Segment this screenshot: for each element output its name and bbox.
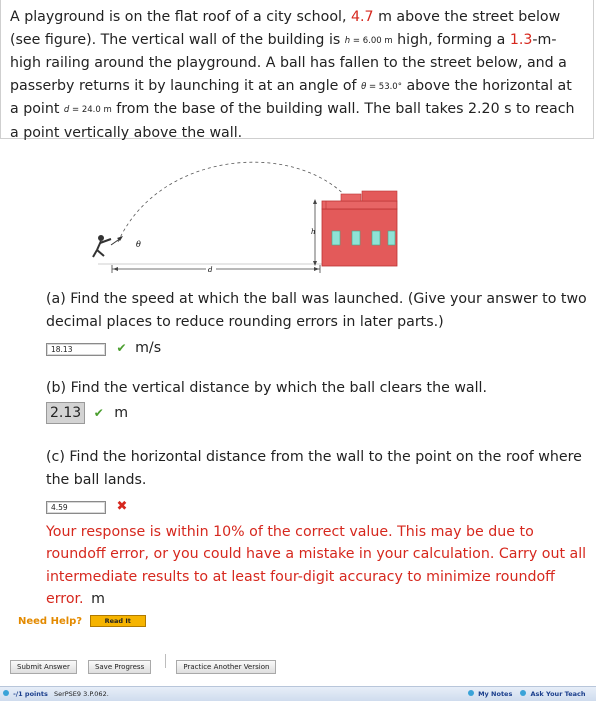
my-notes-link[interactable]: My Notes <box>478 690 513 698</box>
need-help-label: Need Help? <box>18 616 83 627</box>
problem-text-5: above the horizontal at a point <box>10 77 572 117</box>
window <box>388 231 395 245</box>
points-label: -/1 points <box>13 690 48 698</box>
h-symbol: h = 6.00 m <box>344 35 393 46</box>
window <box>332 231 340 245</box>
passerby-figure <box>93 235 111 257</box>
need-help <box>18 615 146 627</box>
part-a <box>46 288 594 360</box>
ask-icon <box>520 690 526 696</box>
part-b <box>46 377 594 424</box>
projectile-figure <box>0 139 596 284</box>
part-c-answer-row <box>46 495 594 519</box>
footer-links <box>468 687 586 701</box>
railing-height-value: 1.3 <box>509 31 533 48</box>
part-c-unit: m <box>91 591 105 607</box>
practice-another-version-button[interactable]: Practice Another Version <box>176 660 276 674</box>
part-b-prompt: (b) Find the vertical distance by which the ball clears the wall. <box>46 380 488 396</box>
check-icon: ✔ <box>93 405 104 420</box>
theta-symbol: θ = 53.0° <box>361 81 402 92</box>
part-a-answer-input[interactable]: 18.13 <box>46 343 106 356</box>
read-it-button[interactable]: Read It <box>90 615 146 627</box>
school-building <box>322 191 397 266</box>
part-a-prompt: (a) Find the speed at which the ball was launched. (Give your answer to two decimal places to reduce rounding errors in later parts.) <box>46 291 587 330</box>
part-a-unit: m/s <box>135 340 162 356</box>
save-progress-button[interactable]: Save Progress <box>88 660 151 674</box>
part-c-feedback-block <box>46 521 594 611</box>
part-b-answer-row <box>46 402 594 425</box>
divider <box>165 654 166 668</box>
bullet-icon <box>3 690 9 696</box>
problem-text-6: from the base of the building wall. The ball takes 2.20 s to reach a point vertically above the wall. <box>10 101 575 141</box>
next-question-header <box>0 686 596 701</box>
d-symbol: d = 24.0 m <box>63 105 112 115</box>
problem-statement <box>0 0 594 139</box>
action-bar <box>10 654 282 674</box>
h-label: h <box>311 228 316 236</box>
problem-text-2: m above the street below (see figure). The vertical wall of the building is <box>10 9 561 48</box>
problem-text-3: high, forming a <box>392 31 510 48</box>
points-info <box>3 687 109 701</box>
problem-text-4: -m-high railing around the playground. A ball has fallen to the street below, and a passerby returns it by launching it at an angle of <box>10 31 567 94</box>
question-source: SerPSE9 3.P.062. <box>53 690 109 698</box>
roof-height-value: 4.7 <box>350 9 374 25</box>
problem-text-1: A playground is on the flat roof of a city school, <box>10 9 351 25</box>
part-c-answer-input[interactable]: 4.59 <box>46 501 106 514</box>
part-c-prompt: (c) Find the horizontal distance from the wall to the point on the roof where the ball lands. <box>46 449 582 488</box>
trajectory-path <box>118 162 352 242</box>
incorrect-icon: ✖ <box>116 499 128 514</box>
notes-icon <box>468 690 474 696</box>
part-c <box>46 446 594 611</box>
part-b-unit: m <box>114 404 129 421</box>
ask-teacher-link[interactable]: Ask Your Teach <box>530 690 586 698</box>
theta-label: θ <box>136 240 141 249</box>
part-b-answer-input[interactable]: 2.13 <box>46 402 85 424</box>
window <box>352 231 360 245</box>
projectile-diagram <box>0 139 596 284</box>
submit-answer-button[interactable]: Submit Answer <box>10 660 77 674</box>
check-icon: ✔ <box>116 341 127 355</box>
part-a-answer-row <box>46 337 594 360</box>
d-label: d <box>208 266 213 274</box>
window <box>372 231 380 245</box>
part-c-feedback: Your response is within 10% of the correct value. This may be due to roundoff error, or you could have a mistake in your calculation. Carry out all intermediate results to at least four-digit accuracy to minimize roundoff error. <box>46 523 587 607</box>
